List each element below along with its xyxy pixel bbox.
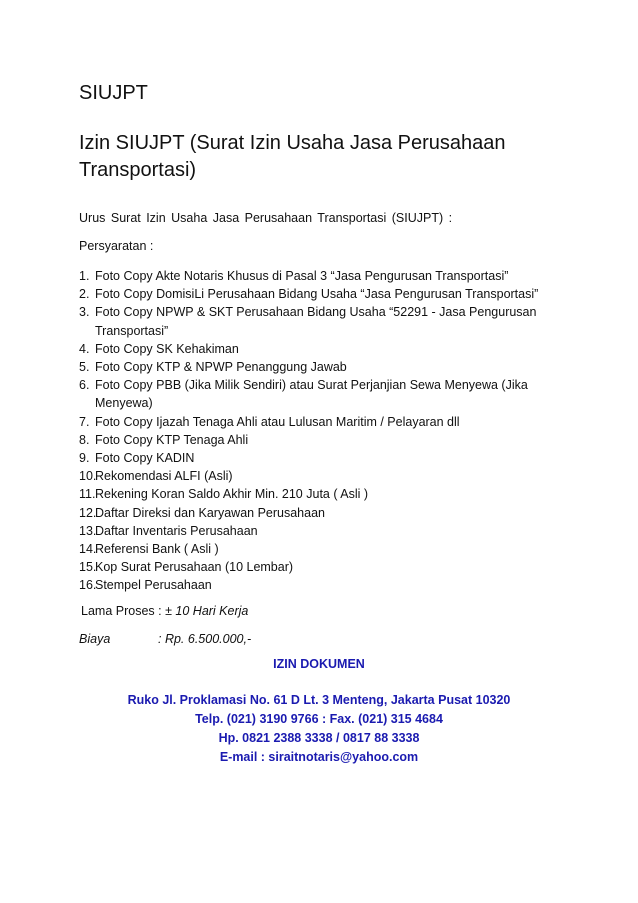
- list-item-text: Daftar Direksi dan Karyawan Perusahaan: [95, 505, 325, 520]
- document-subtitle: Izin SIUJPT (Surat Izin Usaha Jasa Perusahaan Transportasi): [79, 132, 506, 181]
- list-item-text: Foto Copy NPWP & SKT Perusahaan Bidang Usaha “52291 - Jasa Pengurusan Transportasi”: [95, 305, 537, 338]
- list-item-number: 14.: [79, 542, 97, 557]
- list-item-text: Stempel Perusahaan: [95, 578, 212, 593]
- list-item-text: Foto Copy KADIN: [95, 451, 195, 466]
- list-item: [79, 303, 579, 339]
- list-item: [79, 340, 579, 358]
- document-title: SIUJPT: [79, 82, 148, 104]
- cost: [79, 632, 252, 646]
- list-item-text: Daftar Inventaris Perusahaan: [95, 523, 258, 538]
- process-time: [81, 604, 248, 618]
- list-item-text: Foto Copy KTP & NPWP Penanggung Jawab: [95, 360, 347, 375]
- list-item-text: Foto Copy SK Kehakiman: [95, 341, 239, 356]
- list-item-number: 12.: [79, 505, 97, 520]
- contact-phone: Telp. (021) 3190 9766 : Fax. (021) 315 4684: [195, 712, 443, 726]
- list-item-number: 16.: [79, 578, 97, 593]
- list-item-text: Foto Copy DomisiLi Perusahaan Bidang Usaha “Jasa Pengurusan Transportasi”: [95, 287, 539, 302]
- list-item: [79, 485, 579, 503]
- process-time-label: Lama Proses :: [81, 604, 166, 618]
- process-time-value: ± 10 Hari Kerja: [165, 604, 249, 618]
- list-item-number: 1.: [79, 269, 90, 283]
- list-item: [79, 449, 579, 467]
- list-item: [79, 358, 579, 376]
- contact-email: E-mail : siraitnotaris@yahoo.com: [219, 750, 419, 764]
- list-item: [79, 267, 579, 285]
- list-item-text: Kop Surat Perusahaan (10 Lembar): [95, 560, 294, 575]
- list-item-number: 13.: [79, 523, 97, 538]
- list-item-number: 6.: [79, 378, 90, 393]
- contact-block: [0, 655, 638, 767]
- list-item-number: 8.: [79, 432, 90, 447]
- list-item: [79, 413, 579, 431]
- cost-label: Biaya: [79, 632, 111, 646]
- contact-address: Ruko Jl. Proklamasi No. 61 D Lt. 3 Menteng, Jakarta Pusat 10320: [127, 693, 511, 707]
- list-item-text: Foto Copy Akte Notaris Khusus di Pasal 3 “Jasa Pengurusan Transportasi”: [95, 269, 509, 283]
- list-item-text: Referensi Bank ( Asli ): [95, 542, 219, 557]
- list-item-number: 15.: [79, 560, 97, 575]
- list-item: [79, 522, 579, 540]
- list-item-number: 11.: [79, 487, 96, 502]
- list-item-number: 2.: [79, 287, 90, 302]
- list-item: [79, 540, 579, 558]
- list-item-number: 10.: [79, 469, 97, 484]
- company-name: IZIN DOKUMEN: [273, 657, 365, 671]
- intro-text: Urus Surat Izin Usaha Jasa Perusahaan Transportasi (SIUJPT) :: [79, 211, 453, 225]
- list-item-text: Foto Copy Ijazah Tenaga Ahli atau Lulusan Maritim / Pelayaran dll: [95, 414, 460, 429]
- list-item: [79, 467, 579, 485]
- list-item: [79, 558, 579, 576]
- list-item-text: Foto Copy KTP Tenaga Ahli: [95, 432, 249, 447]
- list-item-text: Rekomendasi ALFI (Asli): [95, 469, 233, 484]
- list-item: [79, 431, 579, 449]
- list-item-number: 4.: [79, 341, 90, 356]
- list-item: [79, 285, 579, 303]
- list-item-text: Rekening Koran Saldo Akhir Min. 210 Juta ( Asli ): [95, 487, 369, 502]
- list-item-number: 7.: [79, 414, 90, 429]
- list-item-number: 5.: [79, 360, 90, 375]
- list-item-number: 3.: [79, 305, 90, 320]
- list-item: [79, 504, 579, 522]
- contact-mobile: Hp. 0821 2388 3338 / 0817 88 3338: [218, 731, 420, 745]
- requirements-list: [79, 267, 579, 595]
- list-item-text: Foto Copy PBB (Jika Milik Sendiri) atau Surat Perjanjian Sewa Menyewa (Jika Menyewa): [95, 378, 528, 411]
- list-item: [79, 376, 579, 412]
- list-item: [79, 576, 579, 594]
- requirements-label: Persyaratan :: [79, 239, 154, 253]
- cost-value: : Rp. 6.500.000,-: [158, 632, 252, 646]
- list-item-number: 9.: [79, 451, 90, 466]
